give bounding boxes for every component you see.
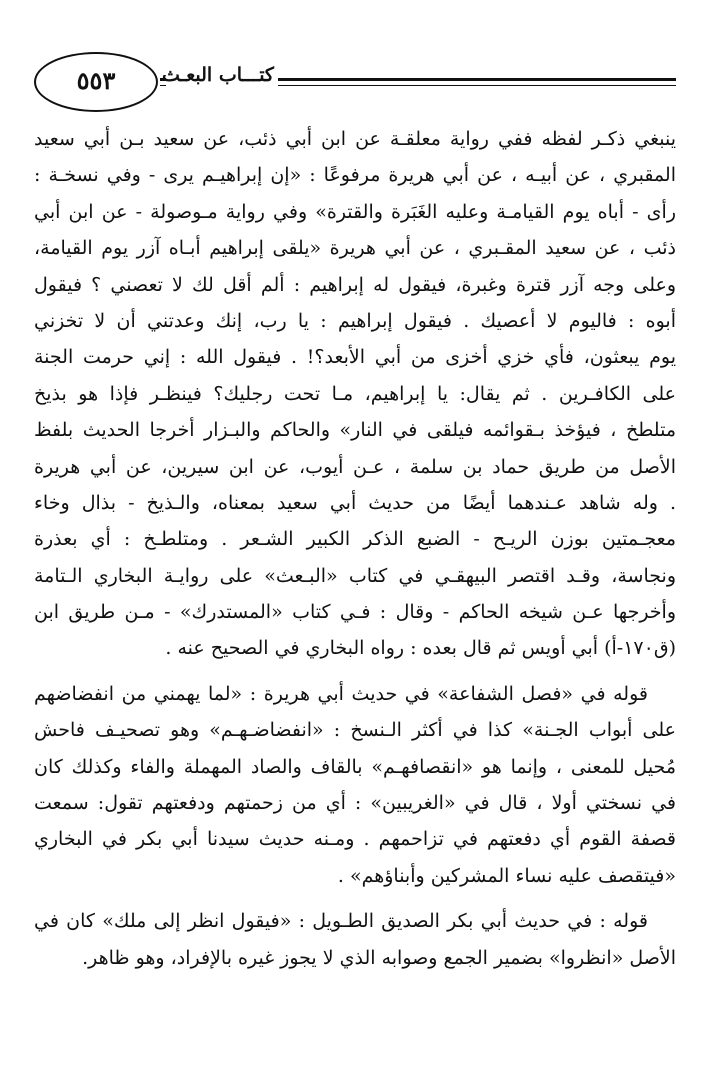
text-line: قوله : في حديث أبي بكر الصديق الطـويل : «فيقول انظر إلى ملك» كان في: [34, 910, 648, 933]
text-line: (ق١٧٠-أ) أبي أويس ثم قال بعده : رواه البخاري في الصحيح عنه .: [165, 637, 676, 660]
text-line: ذئب ، عن سعيد المقـبري ، عن أبي هريرة «يلقى إبراهيم أبـاه آزر يوم القيامة،: [34, 237, 676, 260]
text-line: على الكافـرين . ثم يقال: يا إبراهيم، مـا تحت رجليك؟ فينظـر فإذا هو بذيخ: [34, 382, 676, 405]
text-line: الأصل من طريق حماد بن سلمة ، عـن أيوب، عن ابن سيرين، عن أبي هريرة: [34, 455, 676, 478]
page-number: ٥٥٣: [34, 52, 158, 112]
paragraph: [34, 676, 676, 894]
text-line: «فيتقصف عليه نساء المشركين وأبناؤهم» .: [337, 864, 676, 887]
text-line: مُحيل للمعنى ، وإنما هو «انقصافهـم» بالقاف والصاد المهملة والفاء وكذلك كان: [34, 755, 676, 778]
text-line: متلطخ ، فيؤخذ بـقوائمه فيلقى في النار» والحاكم والبـزار أخرجا الحديث بلفظ: [34, 419, 676, 442]
text-line: على أبواب الجـنة» كذا في أكثر الـنسخ : «انفضاضـهـم» وهو تصحيـف فاحش: [34, 719, 676, 742]
text-line: رأى - أباه يوم القيامـة وعليه الغَبَرة والقترة» وفي رواية مـوصولة - عن ابن أبي: [34, 200, 676, 223]
text-line: وأخرجها عـن شيخه الحاكم - وقال : فـي كتاب «المستدرك» - مـن طريق ابن: [34, 601, 676, 624]
running-title: كتـــاب البعـث: [162, 64, 274, 86]
header-rule-right-thin: [278, 85, 676, 86]
paragraph-gap: [34, 667, 676, 676]
paragraph: [34, 121, 676, 667]
text-line: معجـمتين بوزن الريـح - الضبع الذكر الكبير الشـعر . ومتلطـخ : أي بعذرة: [34, 528, 676, 551]
page-header: [34, 52, 676, 112]
text-line: . وله شاهد عـندهما أيضًا من حديث أبي سعيد بمعناه، والـذيخ - بذال وخاء: [34, 491, 676, 514]
text-line: ينبغي ذكـر لفظه ففي رواية معلقـة عن ابن أبي ذئب، عن سعيد بـن أبي سعيد: [34, 128, 676, 150]
header-rule-right: [278, 78, 676, 81]
text-line: في نسختي أولا ، قال في «الغريبين» : أي من زحمتهم ودفعتهم تقول: سمعت: [34, 792, 676, 815]
body-text: [34, 121, 676, 976]
paragraph-gap: [34, 894, 676, 903]
text-line: ونجاسة، وقـد اقتصر البيهقـي في كتاب «البـعث» على روايـة البخاري الـتامة: [34, 564, 676, 587]
text-line: يوم يبعثون، فأي خزي أخزى من أبي الأبعد؟! . فيقول الله : إني حرمت الجنة: [34, 346, 676, 369]
text-line: أبوه : فاليوم لا أعصيك . فيقول إبراهيم : يا رب، إنك وعدتني أن لا تخزني: [34, 309, 676, 332]
text-line: المقبري ، عن أبيـه ، عن أبي هريرة مرفوعًا : «إن إبراهيـم يرى - وفي نسخـة :: [34, 164, 676, 187]
paragraph: [34, 903, 676, 976]
text-line: الأصل «انظروا» بضمير الجمع وصوابه الذي لا يجوز غيره بالإفراد، وهو ظاهر.: [82, 946, 676, 969]
text-line: قوله في «فصل الشفاعة» في حديث أبي هريرة : «لما يهمني من انفضاضهم: [34, 682, 648, 705]
text-line: وعلى وجه آزر قترة وغبرة، فيقول له إبراهيم : ألم أقل لك لا تعصني ؟ فيقول: [34, 273, 676, 296]
text-line: قصفة القوم أي دفعتهم في تزاحمهم . ومـنه حديث سيدنا أبي بكر في البخاري: [34, 828, 676, 851]
